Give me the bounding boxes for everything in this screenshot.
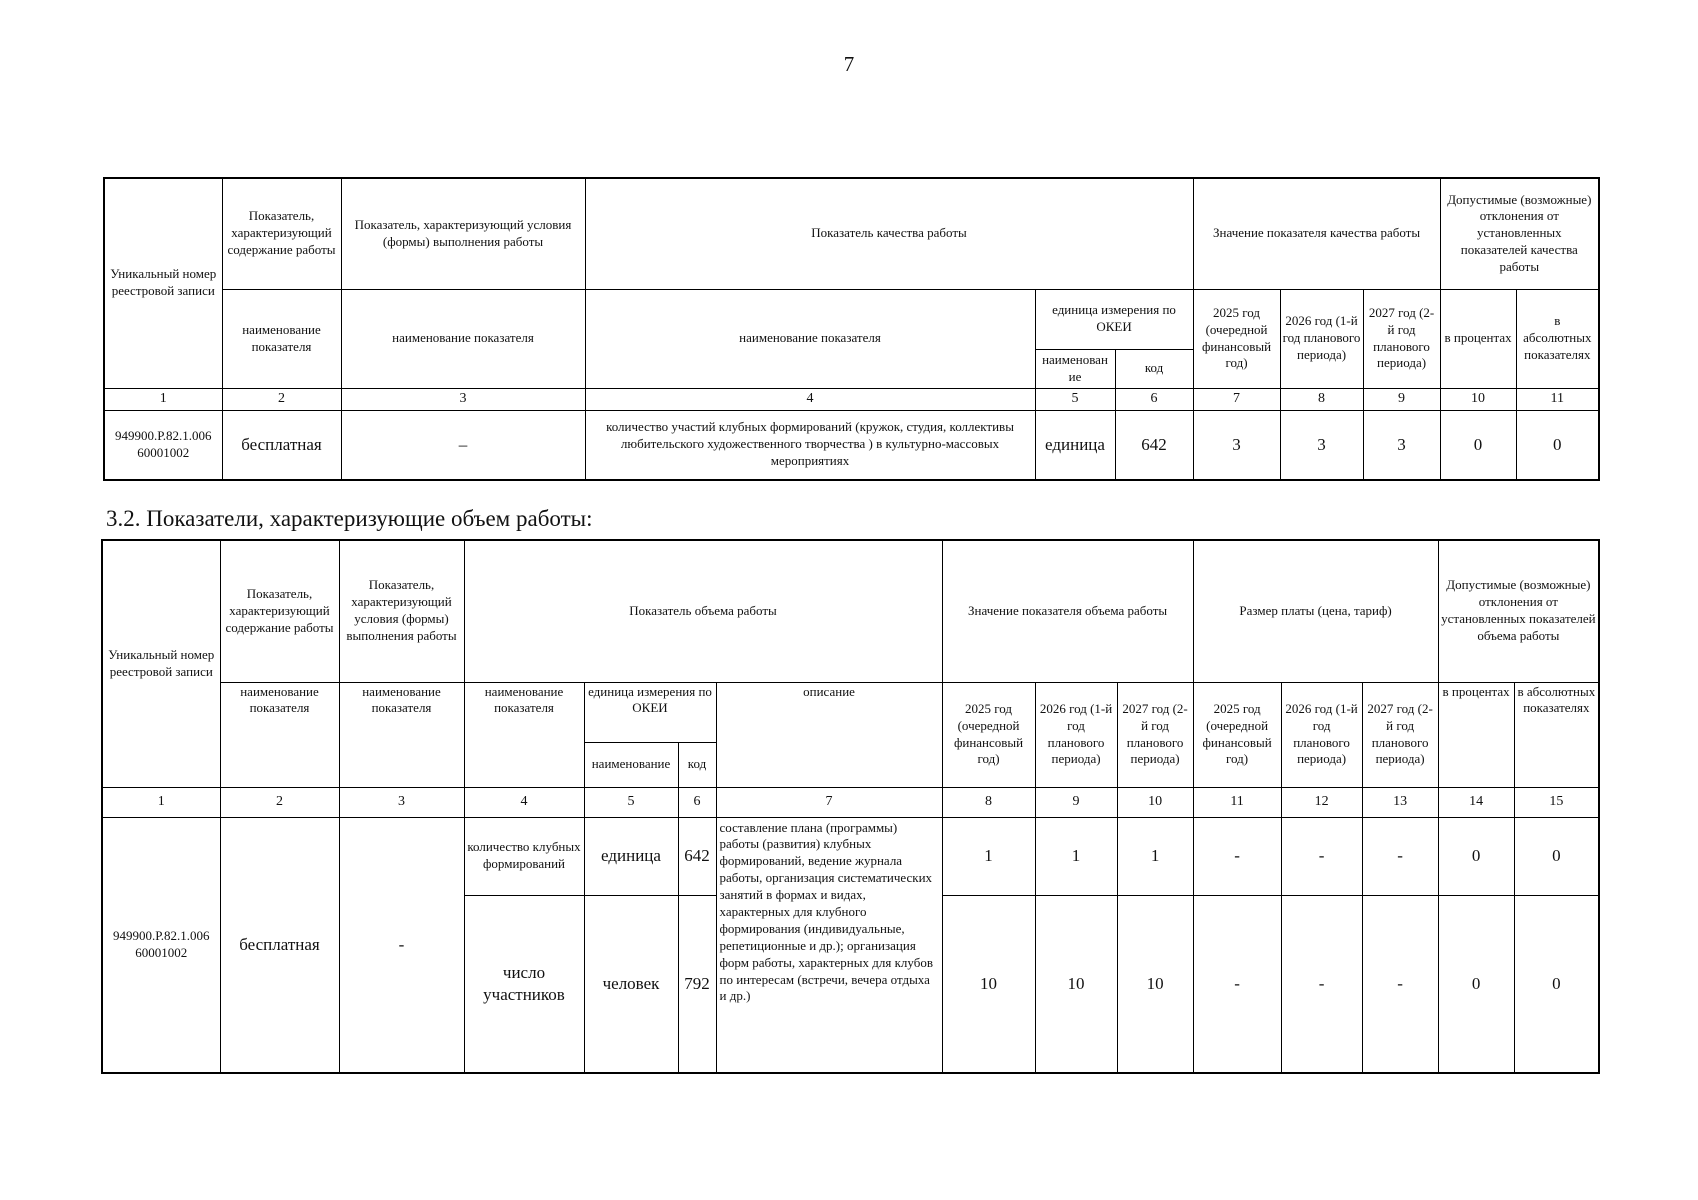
header-unit-code: код bbox=[678, 742, 716, 787]
header-indicator-name: наименование показателя bbox=[339, 682, 464, 787]
registry-number: 949900.Р.82.1.006 60001002 bbox=[102, 817, 220, 1073]
column-number: 15 bbox=[1514, 787, 1599, 817]
fee-2025: - bbox=[1193, 817, 1281, 895]
fee-2026: - bbox=[1281, 817, 1362, 895]
header-volume-indicator: Показатель объема работы bbox=[464, 540, 942, 682]
header-allowed-deviations: Допустимые (возможные) отклонения от установленных показателей качества работы bbox=[1440, 178, 1599, 289]
column-number: 6 bbox=[678, 787, 716, 817]
header-year-2026: 2026 год (1-й год планового периода) bbox=[1280, 289, 1363, 388]
unit-name: единица bbox=[1035, 410, 1115, 480]
column-number: 13 bbox=[1362, 787, 1438, 817]
column-number: 1 bbox=[102, 787, 220, 817]
unit-code: 642 bbox=[678, 817, 716, 895]
header-value-2025: 2025 год (очередной финансовый год) bbox=[942, 682, 1035, 787]
fee-2026: - bbox=[1281, 895, 1362, 1073]
registry-number: 949900.Р.82.1.006 60001002 bbox=[104, 410, 222, 480]
header-indicator-name: наименование показателя bbox=[585, 289, 1035, 388]
header-unit-okei: единица измерения по ОКЕИ bbox=[584, 682, 716, 742]
header-year-2025: 2025 год (очередной финансовый год) bbox=[1193, 289, 1280, 388]
page-number: 7 bbox=[843, 52, 855, 76]
header-conditions-indicator: Показатель, характеризующий условия (формы) выполнения работы bbox=[339, 540, 464, 682]
header-fee-2026: 2026 год (1-й год планового периода) bbox=[1281, 682, 1362, 787]
column-number: 11 bbox=[1516, 388, 1599, 410]
column-number: 10 bbox=[1440, 388, 1516, 410]
column-number: 12 bbox=[1281, 787, 1362, 817]
conditions-value: - bbox=[339, 817, 464, 1073]
value-2025: 10 bbox=[942, 895, 1035, 1073]
quality-indicators-table bbox=[103, 177, 1600, 481]
value-2025: 1 bbox=[942, 817, 1035, 895]
header-unit-okei: единица измерения по ОКЕИ bbox=[1035, 289, 1193, 349]
unit-name: единица bbox=[584, 817, 678, 895]
column-number: 2 bbox=[222, 388, 341, 410]
value-2027: 3 bbox=[1363, 410, 1440, 480]
column-number: 7 bbox=[716, 787, 942, 817]
header-content-indicator: Показатель, характеризующий содержание работы bbox=[220, 540, 339, 682]
value-2026: 3 bbox=[1280, 410, 1363, 480]
volume-indicator-name: количество клубных формирований bbox=[464, 817, 584, 895]
quality-indicator-name: количество участий клубных формирований (кружок, студия, коллективы любительского художественного творчества ) в культурно-массовых мероприятиях bbox=[585, 410, 1035, 480]
header-in-absolute: в абсолютных показателях bbox=[1514, 682, 1599, 787]
fee-2027: - bbox=[1362, 817, 1438, 895]
header-volume-value: Значение показателя объема работы bbox=[942, 540, 1193, 682]
header-indicator-name: наименование показателя bbox=[222, 289, 341, 388]
deviation-absolute: 0 bbox=[1516, 410, 1599, 480]
column-number: 1 bbox=[104, 388, 222, 410]
value-2026: 10 bbox=[1035, 895, 1117, 1073]
deviation-percent: 0 bbox=[1438, 895, 1514, 1073]
header-description: описание bbox=[716, 682, 942, 787]
header-in-absolute: в абсолютных показателях bbox=[1516, 289, 1599, 388]
volume-indicators-table bbox=[101, 539, 1600, 1074]
column-number: 8 bbox=[942, 787, 1035, 817]
column-number: 9 bbox=[1363, 388, 1440, 410]
column-number-row bbox=[104, 388, 1599, 410]
deviation-percent: 0 bbox=[1440, 410, 1516, 480]
conditions-value: – bbox=[341, 410, 585, 480]
work-description: составление плана (программы) работы (развития) клубных формирований, ведение журнала работы, организация систематических занятий в формах и видах, характерных для клубного формирования (индивидуальные, репетиционные и др.); организация форм работы, характерных для клубов по интересам (встречи, вечера отдыха и др.) bbox=[716, 817, 942, 1073]
header-indicator-name: наименование показателя bbox=[220, 682, 339, 787]
column-number: 14 bbox=[1438, 787, 1514, 817]
header-in-percent: в процентах bbox=[1440, 289, 1516, 388]
header-fee-size: Размер платы (цена, тариф) bbox=[1193, 540, 1438, 682]
value-2025: 3 bbox=[1193, 410, 1280, 480]
value-2027: 1 bbox=[1117, 817, 1193, 895]
header-indicator-name: наименование показателя bbox=[464, 682, 584, 787]
content-value: бесплатная bbox=[220, 817, 339, 1073]
volume-indicator-name: число участников bbox=[464, 895, 584, 1073]
column-number: 5 bbox=[1035, 388, 1115, 410]
deviation-absolute: 0 bbox=[1514, 817, 1599, 895]
deviation-absolute: 0 bbox=[1514, 895, 1599, 1073]
unit-code: 642 bbox=[1115, 410, 1193, 480]
header-year-2027: 2027 год (2-й год планового периода) bbox=[1363, 289, 1440, 388]
header-unit-name: наименование bbox=[584, 742, 678, 787]
unit-code: 792 bbox=[678, 895, 716, 1073]
header-content-indicator: Показатель, характеризующий содержание работы bbox=[222, 178, 341, 289]
column-number: 3 bbox=[339, 787, 464, 817]
column-number: 11 bbox=[1193, 787, 1281, 817]
column-number: 3 bbox=[341, 388, 585, 410]
column-number: 5 bbox=[584, 787, 678, 817]
header-conditions-indicator: Показатель, характеризующий условия (формы) выполнения работы bbox=[341, 178, 585, 289]
column-number: 10 bbox=[1117, 787, 1193, 817]
content-value: бесплатная bbox=[222, 410, 341, 480]
header-fee-2027: 2027 год (2-й год планового периода) bbox=[1362, 682, 1438, 787]
column-number: 9 bbox=[1035, 787, 1117, 817]
header-unit-name: наименован ие bbox=[1035, 349, 1115, 388]
header-value-2026: 2026 год (1-й год планового периода) bbox=[1035, 682, 1117, 787]
header-fee-2025: 2025 год (очередной финансовый год) bbox=[1193, 682, 1281, 787]
header-unit-code: код bbox=[1115, 349, 1193, 388]
header-quality-indicator: Показатель качества работы bbox=[585, 178, 1193, 289]
section-title: 3.2. Показатели, характеризующие объем работы: bbox=[106, 506, 593, 531]
value-2027: 10 bbox=[1117, 895, 1193, 1073]
header-in-percent: в процентах bbox=[1438, 682, 1514, 787]
header-indicator-name: наименование показателя bbox=[341, 289, 585, 388]
column-number: 7 bbox=[1193, 388, 1280, 410]
header-unique-number: Уникальный номер реестровой записи bbox=[102, 540, 220, 787]
column-number-row bbox=[102, 787, 1599, 817]
header-allowed-deviations: Допустимые (возможные) отклонения от установленных показателей объема работы bbox=[1438, 540, 1599, 682]
deviation-percent: 0 bbox=[1438, 817, 1514, 895]
column-number: 6 bbox=[1115, 388, 1193, 410]
column-number: 4 bbox=[585, 388, 1035, 410]
header-quality-value: Значение показателя качества работы bbox=[1193, 178, 1440, 289]
fee-2027: - bbox=[1362, 895, 1438, 1073]
table-row bbox=[104, 410, 1599, 480]
column-number: 2 bbox=[220, 787, 339, 817]
column-number: 4 bbox=[464, 787, 584, 817]
table-row bbox=[102, 817, 1599, 895]
unit-name: человек bbox=[584, 895, 678, 1073]
header-unique-number: Уникальный номер реестровой записи bbox=[104, 178, 222, 388]
value-2026: 1 bbox=[1035, 817, 1117, 895]
column-number: 8 bbox=[1280, 388, 1363, 410]
header-value-2027: 2027 год (2-й год планового периода) bbox=[1117, 682, 1193, 787]
fee-2025: - bbox=[1193, 895, 1281, 1073]
